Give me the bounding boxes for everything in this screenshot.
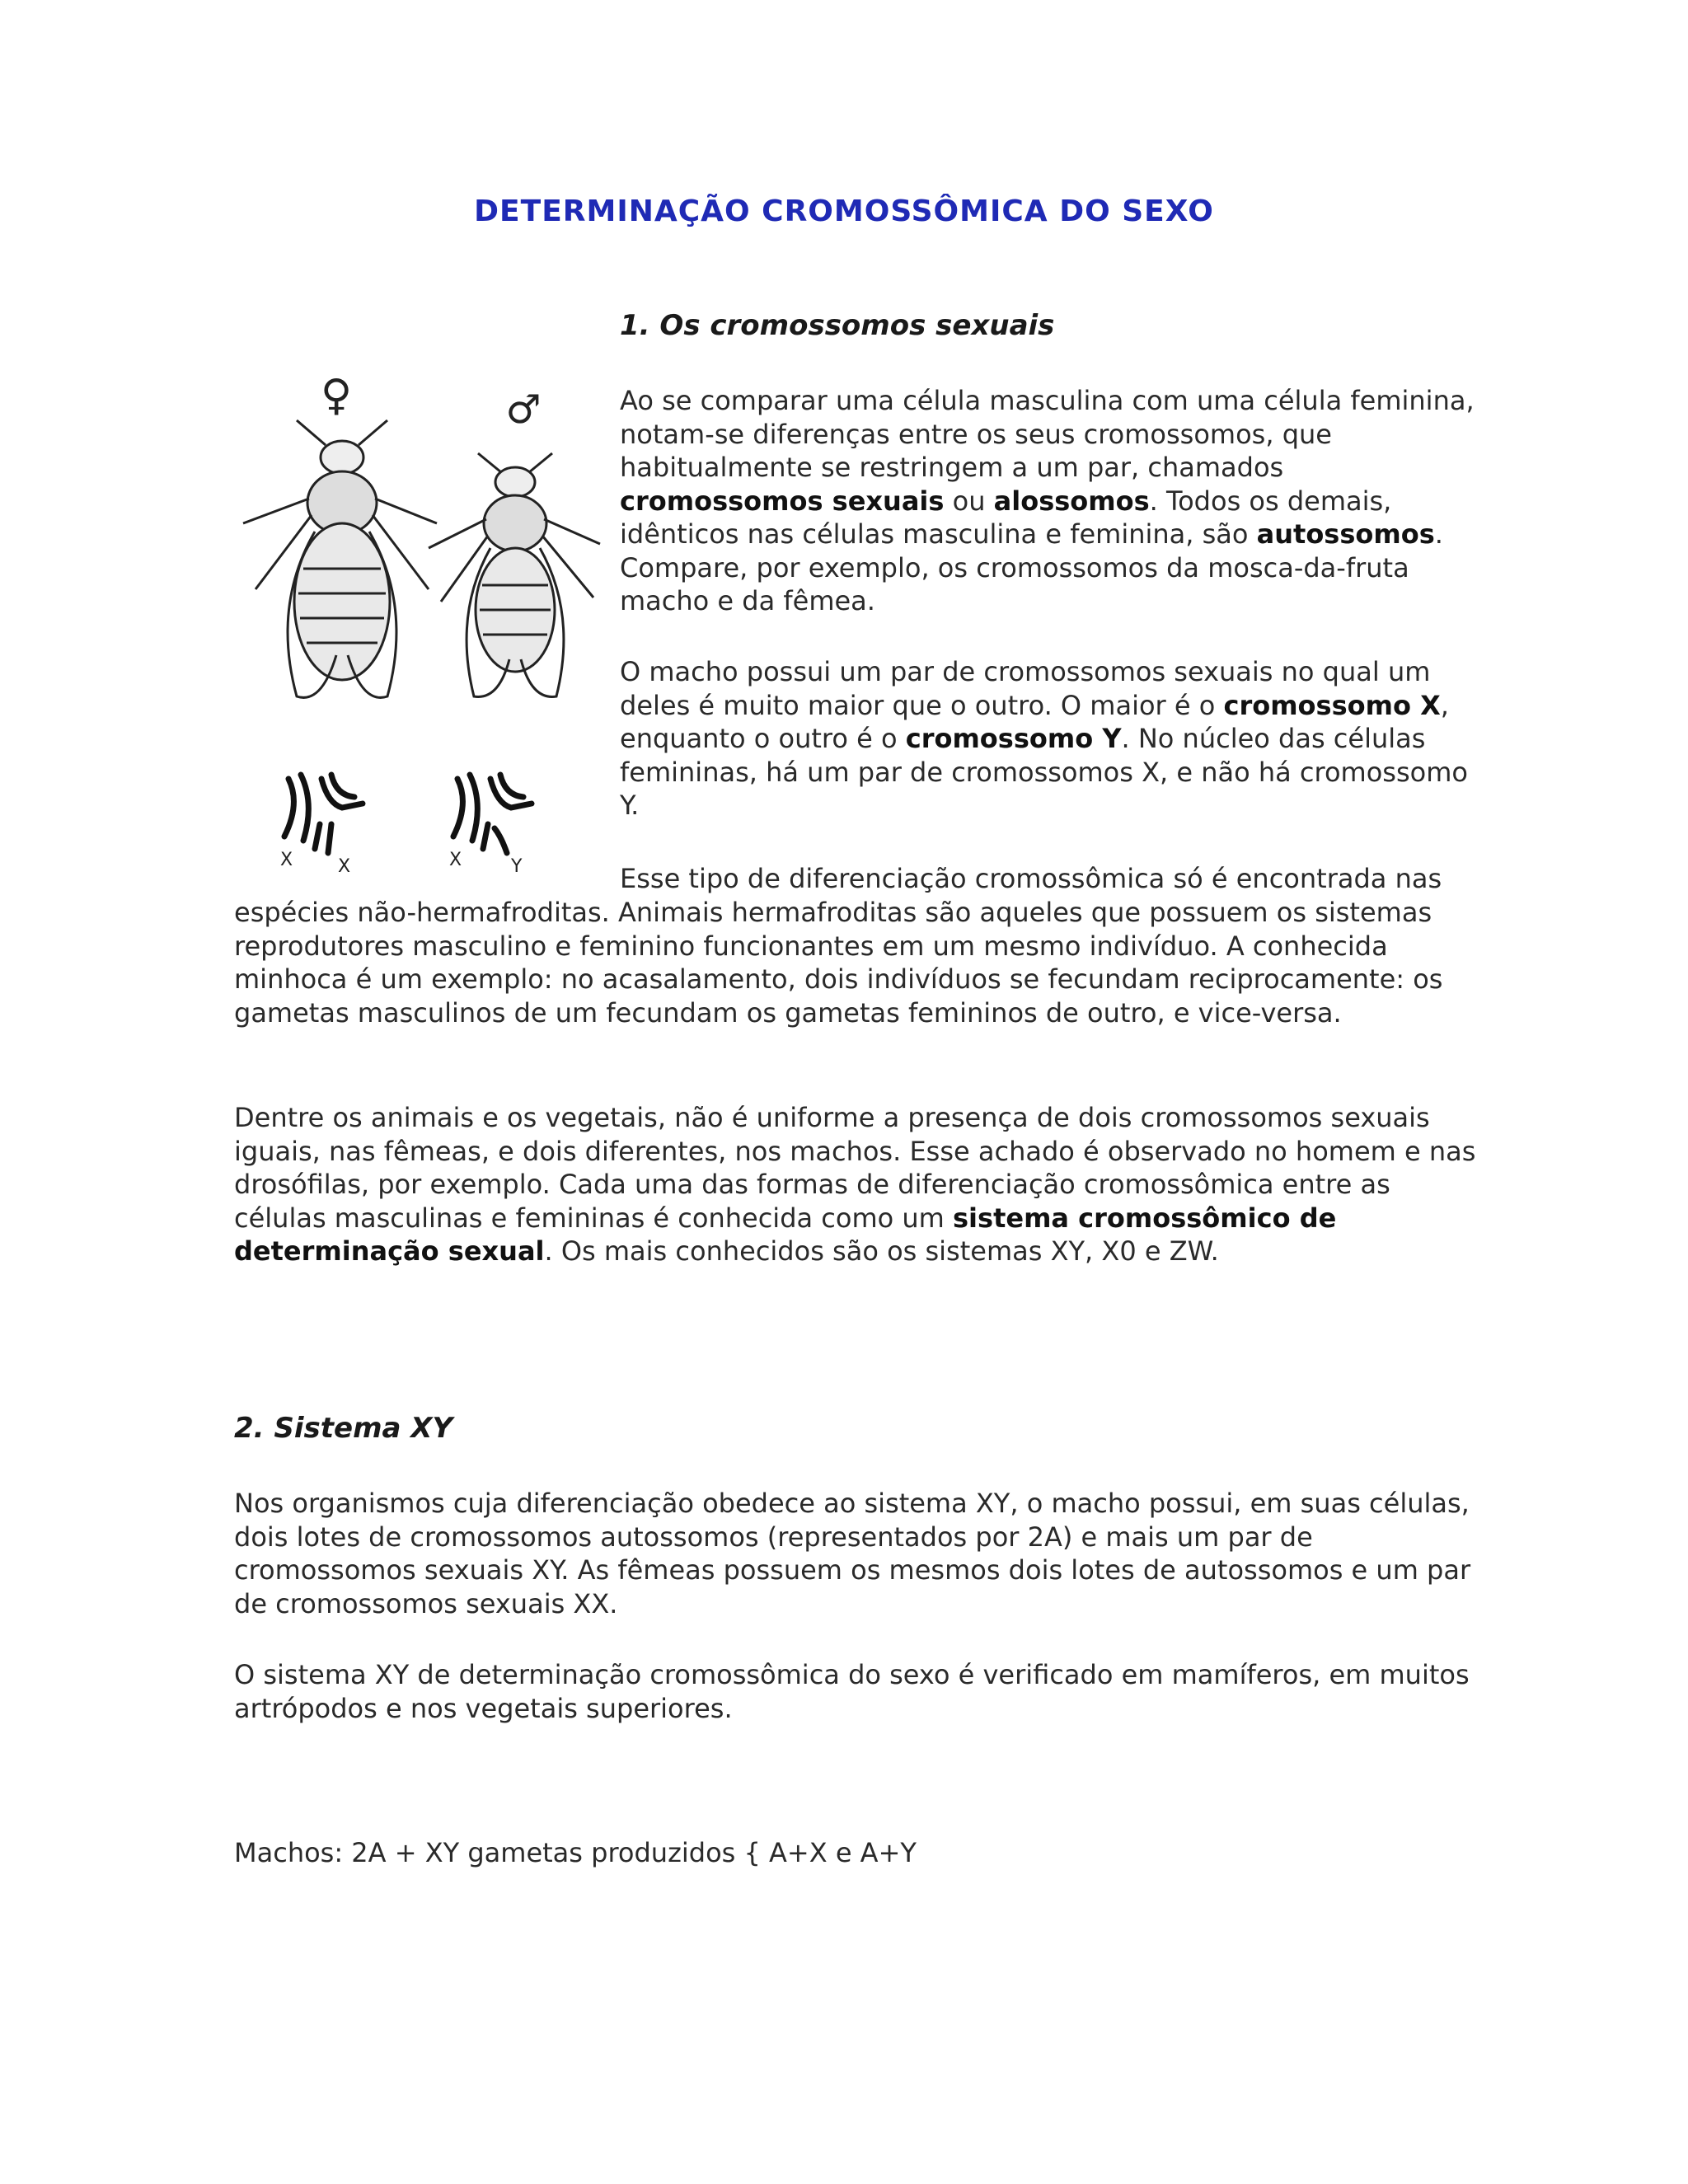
term-cromossomo-y: cromossomo Y (905, 723, 1122, 754)
page-title: DETERMINAÇÃO CROMOSSÔMICA DO SEXO (474, 194, 1214, 228)
section-1-paragraph-4 (234, 1101, 1487, 1268)
term-cromossomos-sexuais: cromossomos sexuais (620, 485, 945, 517)
fruit-fly-figure (239, 375, 602, 886)
text-run: . Os mais conhecidos são os sistemas XY, X0 e ZW. (544, 1235, 1219, 1267)
female-chromosome-label-2: X (338, 856, 351, 877)
male-chromosome-label-y: Y (511, 856, 523, 877)
female-chromosome-label-1: X (280, 850, 293, 870)
term-sistema-determinacao-sexual: sistema cromossômico de determinação sexual (234, 1202, 1337, 1267)
male-fly-drawing (429, 453, 600, 696)
male-chromosome-label-x: X (449, 850, 462, 870)
text-run: . No núcleo das células femininas, há um par de cromossomos X, e não há cromossomo Y. (620, 723, 1468, 821)
machos-gametes-line: Machos: 2A + XY gametas produzidos { A+X e A+Y (234, 1837, 917, 1868)
text-run: Ao se comparar uma célula masculina com uma célula feminina, notam-se diferenças entre os seus cromossomos, que habitualmente se restringem a um par, chamados (620, 385, 1475, 483)
male-chromosomes (453, 775, 532, 853)
text-run: , enquanto o outro é o (620, 689, 1449, 754)
text-run: ou (944, 485, 994, 517)
section-1-paragraph-3: espécies não-hermafroditas. Animais hermafroditas são aqueles que possuem os sistemas reprodutores masculino e feminino funcionantes em um mesmo indivíduo. A conhecida minhoca é um exemplo: no acasalamento, dois indivíduos se fecundam reciprocamente: os gametas masculinos de um fecundam os gametas femininos de outro, e vice-versa. (234, 897, 1443, 1029)
section-2-paragraph-2: O sistema XY de determinação cromossômica do sexo é verificado em mamíferos, em muitos artrópodos e nos vegetais superiores. (234, 1659, 1470, 1724)
term-cromossomo-x: cromossomo X (1223, 689, 1441, 721)
term-alossomos: alossomos (993, 485, 1150, 517)
term-autossomos: autossomos (1256, 518, 1435, 550)
section-1-heading: 1. Os cromossomos sexuais (620, 309, 1055, 342)
section-1-paragraph-3-first-line: Esse tipo de diferenciação cromossômica só é encontrada nas (620, 863, 1442, 894)
female-fly-drawing (243, 420, 437, 697)
text-run: O macho possui um par de cromossomos sexuais no qual um deles é muito maior que o outro. O maior é o (620, 656, 1431, 721)
section-2-heading: 2. Sistema XY (234, 1412, 453, 1445)
text-run: Dentre os animais e os vegetais, não é uniforme a presença de dois cromossomos sexuais iguais, nas fêmeas, e dois diferentes, nos machos. Esse achado é observado no homem e nas drosófilas, por exemplo. Cada uma das formas de diferenciação cromossômica entre as células masculinas e femininas é conhecida como um (234, 1102, 1476, 1234)
section-1-paragraph-2 (620, 655, 1477, 823)
section-2-paragraph-1: Nos organismos cuja diferenciação obedece ao sistema XY, o macho possui, em suas células, dois lotes de cromossomos autossomos (representados por 2A) e mais um par de cromossomos sexuais XY. As fêmeas possuem os mesmos dois lotes de autossomos e um par de cromossomos sexuais XX. (234, 1488, 1471, 1619)
female-chromosomes (284, 775, 363, 853)
male-symbol: ♂ (505, 387, 542, 433)
section-1-paragraph-1 (620, 384, 1477, 618)
text-run: . Compare, por exemplo, os cromossomos da mosca-da-fruta macho e da fêmea. (620, 518, 1443, 616)
text-run: . Todos os demais, idênticos nas células masculina e feminina, são (620, 485, 1392, 550)
fruit-fly-illustration (239, 375, 602, 886)
female-symbol: ♀ (320, 375, 353, 420)
